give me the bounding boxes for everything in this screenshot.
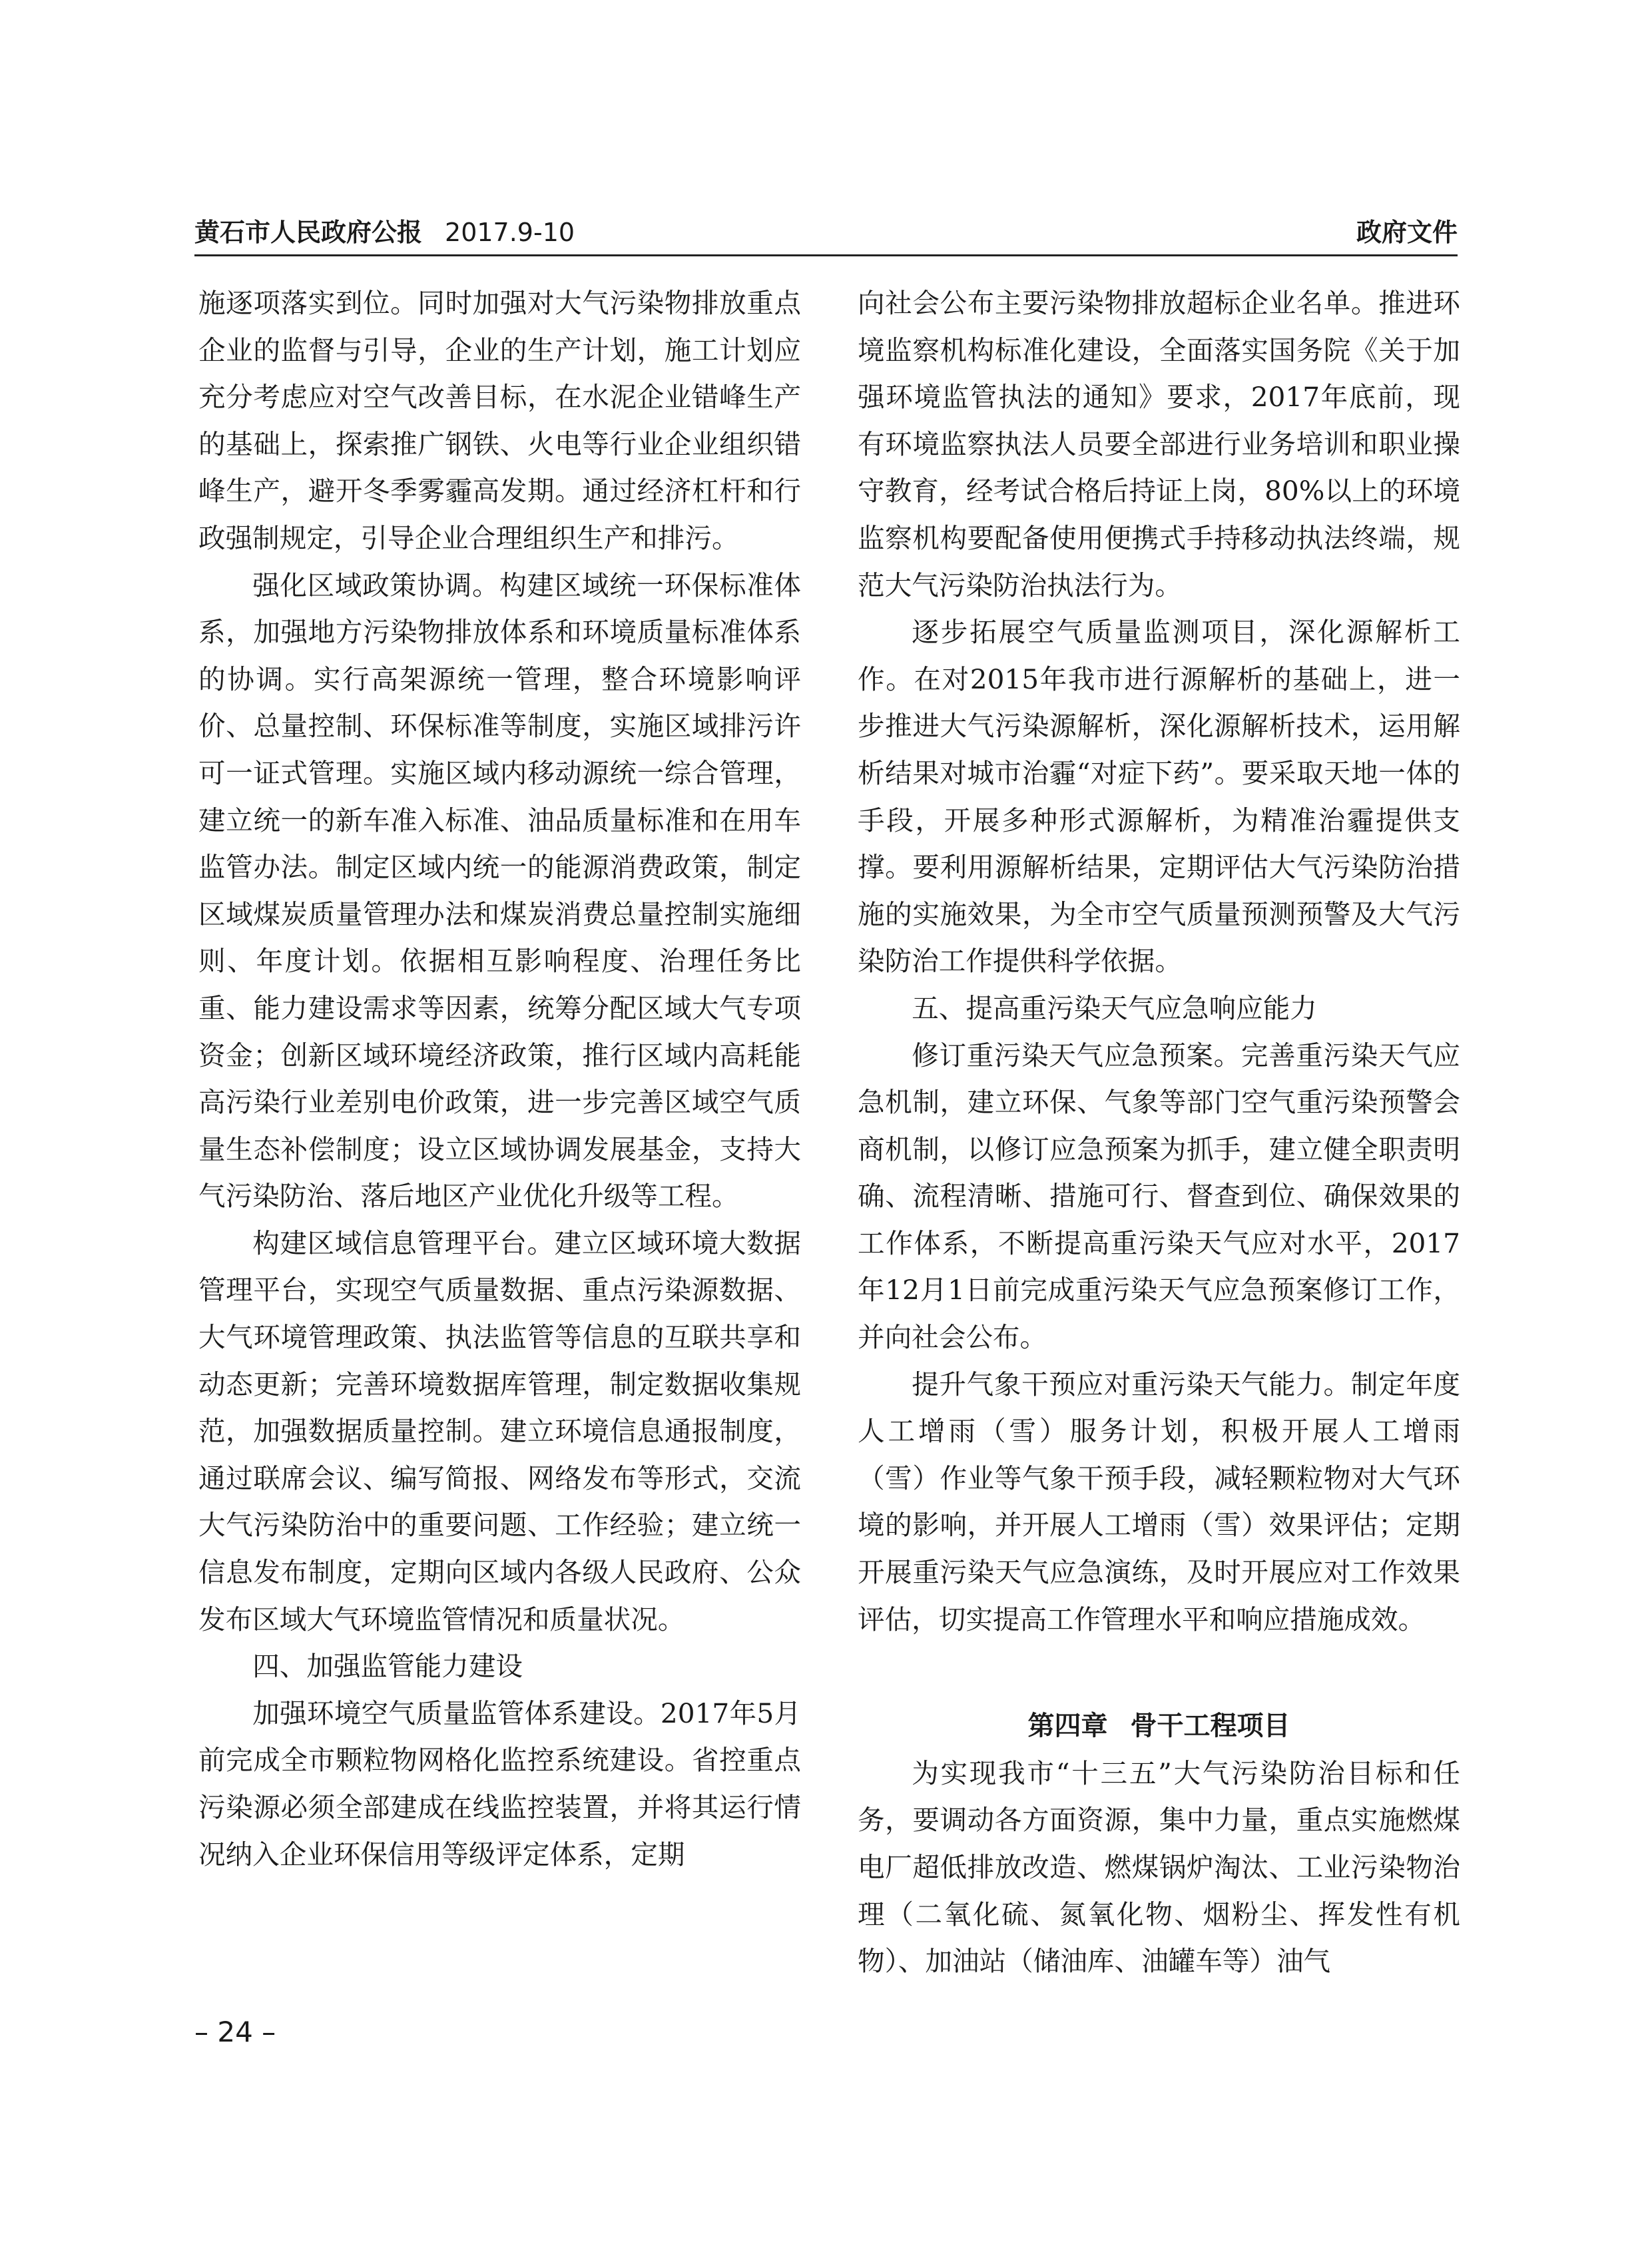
header-divider bbox=[194, 254, 1458, 256]
journal-title: 黄石市人民政府公报 bbox=[194, 218, 423, 247]
header-journal-info bbox=[194, 212, 575, 253]
chapter-number: 第四章 bbox=[1027, 1711, 1108, 1742]
left-column bbox=[198, 280, 801, 1878]
paragraph: 施逐项落实到位。同时加强对大气污染物排放重点企业的监督与引导，企业的生产计划，施工计划应充分考虑应对空气改善目标，在水泥企业错峰生产的基础上，探索推广钢铁、火电等行业企业组织错峰生产，避开冬季雾霾高发期。通过经济杠杆和行政强制规定，引导企业合理组织生产和排污。 bbox=[198, 287, 801, 554]
issue-number: 2017.9-10 bbox=[445, 218, 575, 247]
page-number: – 24 – bbox=[194, 2016, 276, 2048]
chapter-heading bbox=[858, 1643, 1460, 1750]
section-label: 政府文件 bbox=[1356, 218, 1458, 247]
paragraph: 为实现我市“十三五”大气污染防治目标和任务，要调动各方面资源，集中力量，重点实施燃煤电厂超低排放改造、燃煤锅炉淘汰、工业污染物治理（二氧化硫、氮氧化物、烟粉尘、挥发性有机物）、加油站（储油库、油罐车等）油气 bbox=[858, 1757, 1460, 1978]
chapter-title: 骨干工程项目 bbox=[1130, 1711, 1290, 1742]
paragraph: 修订重污染天气应急预案。完善重污染天气应急机制，建立环保、气象等部门空气重污染预警会商机制，以修订应急预案为抓手，建立健全职责明确、流程清晰、措施可行、督查到位、确保效果的工作体系，不断提高重污染天气应对水平，2017年12月1日前完成重污染天气应急预案修订工作，并向社会公布。 bbox=[858, 1039, 1460, 1354]
right-column bbox=[858, 280, 1460, 1985]
paragraph: 逐步拓展空气质量监测项目，深化源解析工作。在对2015年我市进行源解析的基础上，进一步推进大气污染源解析，深化源解析技术，运用解析结果对城市治霾“对症下药”。要采取天地一体的手段，开展多种形式源解析，为精准治霾提供支撑。要利用源解析结果，定期评估大气污染防治措施的实施效果，为全市空气质量预测预警及大气污染防治工作提供科学依据。 bbox=[858, 616, 1460, 978]
paragraph: 加强环境空气质量监管体系建设。2017年5月前完成全市颗粒物网格化监控系统建设。省控重点污染源必须全部建成在线监控装置，并将其运行情况纳入企业环保信用等级评定体系，定期 bbox=[198, 1697, 801, 1870]
paragraph: 向社会公布主要污染物排放超标企业名单。推进环境监察机构标准化建设，全面落实国务院《关于加强环境监管执法的通知》要求，2017年底前，现有环境监察执法人员要全部进行业务培训和职业操守教育，经考试合格后持证上岗，80%以上的环境监察机构要配备使用便携式手持移动执法终端，规范大气污染防治执法行为。 bbox=[858, 287, 1460, 601]
paragraph: 提升气象干预应对重污染天气能力。制定年度人工增雨（雪）服务计划，积极开展人工增雨（雪）作业等气象干预手段，减轻颗粒物对大气环境的影响，并开展人工增雨（雪）效果评估；定期开展重污染天气应急演练，及时开展应对工作效果评估，切实提高工作管理水平和响应措施成效。 bbox=[858, 1368, 1460, 1635]
page-header bbox=[194, 212, 1458, 253]
section-heading: 四、加强监管能力建设 bbox=[252, 1650, 523, 1683]
section-heading: 五、提高重污染天气应急响应能力 bbox=[912, 991, 1317, 1024]
paragraph: 构建区域信息管理平台。建立区域环境大数据管理平台，实现空气质量数据、重点污染源数据、大气环境管理政策、执法监管等信息的互联共享和动态更新；完善环境数据库管理，制定数据收集规范，加强数据质量控制。建立环境信息通报制度，通过联席会议、编写简报、网络发布等形式，交流大气污染防治中的重要问题、工作经验；建立统一信息发布制度，定期向区域内各级人民政府、公众发布区域大气环境监管情况和质量状况。 bbox=[198, 1227, 801, 1635]
paragraph: 强化区域政策协调。构建区域统一环保标准体系，加强地方污染物排放体系和环境质量标准体系的协调。实行高架源统一管理，整合环境影响评价、总量控制、环保标准等制度，实施区域排污许可一证式管理。实施区域内移动源统一综合管理，建立统一的新车准入标准、油品质量标准和在用车监管办法。制定区域内统一的能源消费政策，制定区域煤炭质量管理办法和煤炭消费总量控制实施细则、年度计划。依据相互影响程度、治理任务比重、能力建设需求等因素，统筹分配区域大气专项资金；创新区域环境经济政策，推行区域内高耗能高污染行业差别电价政策，进一步完善区域空气质量生态补偿制度；设立区域协调发展基金，支持大气污染防治、落后地区产业优化升级等工程。 bbox=[198, 569, 801, 1213]
